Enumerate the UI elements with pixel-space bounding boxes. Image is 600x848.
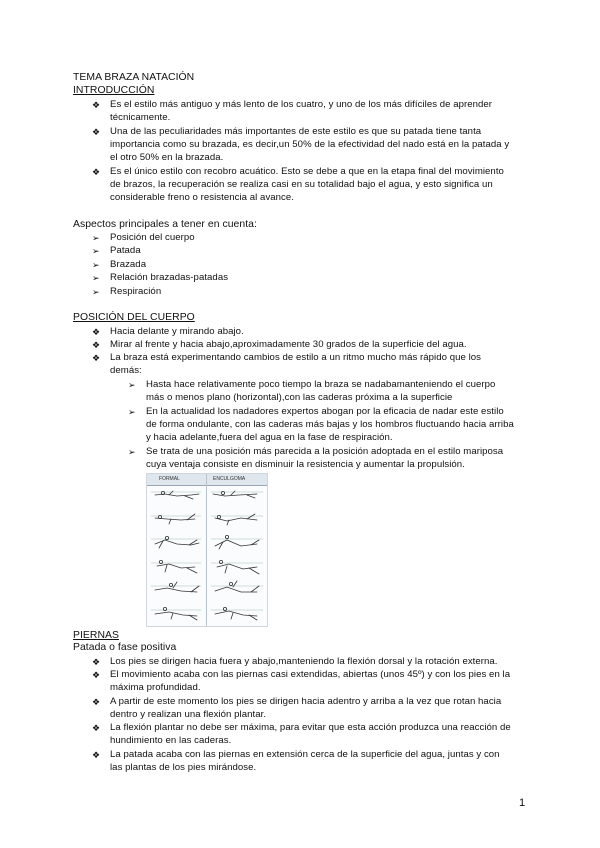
sub-bullet-text: En la actualidad los nadadores expertos abogan por la eficacia de nadar este estilo [146,406,504,417]
bullet-text: A partir de este momento los pies se dirigen hacia adentro y arriba a la vez que rotan hacia [110,696,502,707]
arrow-bullet-icon: ➢ [92,273,100,283]
section-heading-posicion: POSICIÓN DEL CUERPO [73,312,195,323]
bullet-text: La braza está experimentando cambios de estilo a un ritmo mucho más rápido que los [110,352,481,363]
aspects-heading: Aspectos principales a tener en cuenta: [73,219,257,230]
sub-bullet-text: más o menos plano (horizontal),con las caderas próxima a la superficie [146,392,453,403]
list-item: Patada [110,245,141,256]
swimmer-sketch-icon [151,607,201,620]
sub-bullet-text: cuya ventaja consiste en disminuir la resistencia y aumentar la propulsión. [146,459,465,470]
diamond-bullet-icon: ❖ [92,353,101,363]
bullet-text: dentro y realizan una flexión plantar. [110,709,267,720]
diamond-bullet-icon: ❖ [92,340,101,350]
sub-bullet-text: de forma ondulante, con las caderas más bajas y los hombros fluctuando hacia arriba [146,419,514,430]
bullet-text: El movimiento acaba con las piernas casi extendidas, abiertas (unos 45º) y con los pies en la [110,669,511,680]
diamond-bullet-icon: ❖ [92,723,101,733]
swimmer-sketch-icon [151,536,201,548]
bullet-text: importancia como su brazada, es decir,un 50% de la efectividad del nado está en la patada y [110,139,510,150]
diamond-bullet-icon: ❖ [92,327,101,337]
swimmer-sketch-icon [211,581,263,592]
arrow-bullet-icon: ➢ [92,287,100,297]
diamond-bullet-icon: ❖ [92,670,101,680]
diamond-bullet-icon: ❖ [92,750,101,760]
swimmer-sketch-icon [151,560,201,573]
arrow-bullet-icon: ➢ [128,407,136,417]
bullet-text: las plantas de los pies mirándose. [110,762,257,773]
swimmer-sketch-icon [211,560,263,574]
bullet-text: Hacia delante y mirando abajo. [110,326,244,337]
swimmer-sketch-icon [211,607,263,620]
arrow-bullet-icon: ➢ [92,246,100,256]
swimmer-sketches [147,474,267,626]
diamond-bullet-icon: ❖ [92,100,101,110]
swimmer-positions-figure [146,473,268,627]
sub-bullet-text: Se trata de una posición más parecida a la posición adoptada en el estilo mariposa [146,446,504,457]
sub-bullet-text: y hacia adelante,fuera del agua en la fase de respiración. [146,432,393,443]
bullet-text: La patada acaba con las piernas en extensión cerca de la superficie del agua, juntas y con [110,749,500,760]
bullet-text: el otro 50% en la brazada. [110,152,224,163]
list-item: Brazada [110,259,147,270]
figure-column-label: ENCULGOMA [213,476,246,482]
bullet-text: La flexión plantar no debe ser máxima, para evitar que esta acción produzca una reacción de [110,722,511,733]
swimmer-sketch-icon [211,535,263,549]
swimmer-sketch-icon [151,514,201,524]
arrow-bullet-icon: ➢ [92,233,100,243]
swimmer-sketch-icon [151,582,201,592]
bullet-text: máxima profundidad. [110,682,201,693]
diamond-bullet-icon: ❖ [92,697,101,707]
arrow-bullet-icon: ➢ [128,380,136,390]
bullet-text: Una de las peculiaridades más importantes de este estilo es que su patada tiene tanta [110,126,482,137]
bullet-text: Mirar al frente y hacia abajo,aproximadamente 30 grados de la superficie del agua. [110,339,467,350]
list-item: Relación brazadas-patadas [110,272,229,283]
diamond-bullet-icon: ❖ [92,127,101,137]
bullet-text: hundimiento en las caderas. [110,735,232,746]
bullet-text: de brazos, la recuperación se realiza casi en su totalidad bajo el agua, y esto significa un [110,179,493,190]
arrow-bullet-icon: ➢ [92,260,100,270]
page-number: 1 [519,797,526,809]
swimmer-sketch-icon [211,491,263,498]
bullet-text: técnicamente. [110,112,171,123]
section-heading-introduccion: INTRODUCCIÓN [73,85,155,96]
section-heading-piernas: PIERNAS [73,630,119,641]
sub-bullet-text: Hasta hace relativamente poco tiempo la braza se nadabamanteniendo el cuerpo [146,379,496,390]
list-item: Respiración [110,286,162,297]
bullet-text: Los pies se dirigen hacia fuera y abajo,manteniendo la flexión dorsal y la rotación externa. [110,656,498,667]
diamond-bullet-icon: ❖ [92,657,101,667]
bullet-text: Es el estilo más antiguo y más lento de los cuatro, y uno de los más difíciles de aprender [110,99,493,110]
diamond-bullet-icon: ❖ [92,167,101,177]
figure-column-label: FORMAL [159,476,180,482]
subsection-heading: Patada o fase positiva [73,642,177,653]
bullet-text: demás: [110,365,142,376]
swimmer-sketch-icon [151,491,201,499]
list-item: Posición del cuerpo [110,232,195,243]
bullet-text: considerable freno o resistencia al avance. [110,192,295,203]
document-title: TEMA BRAZA NATACIÓN [73,72,195,83]
swimmer-sketch-icon [211,514,263,525]
arrow-bullet-icon: ➢ [128,447,136,457]
bullet-text: Es el único estilo con recobro acuático. Esto se debe a que en la etapa final del movimiento [110,166,504,177]
